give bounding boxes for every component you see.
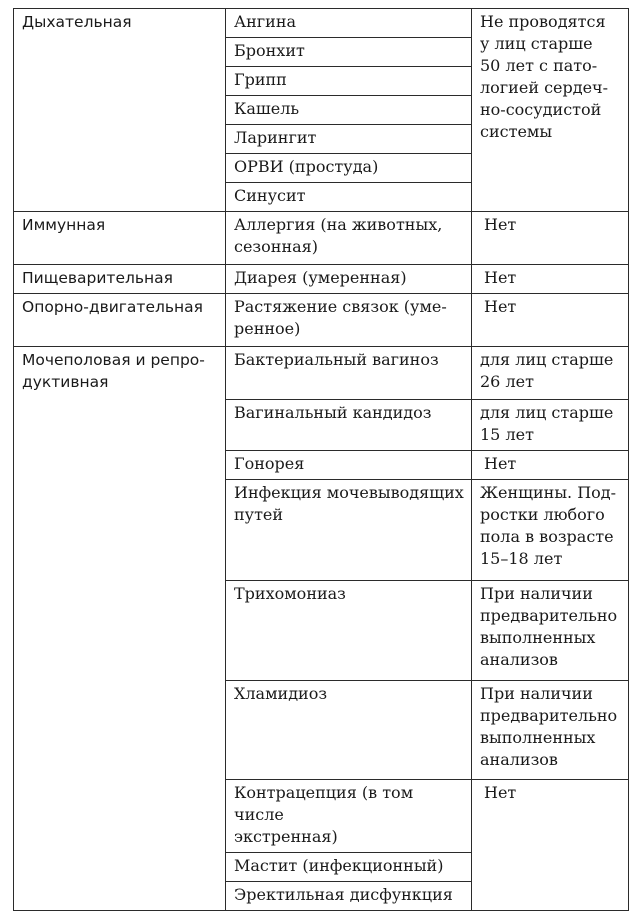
note-cell: Нет	[472, 780, 629, 911]
condition-cell: ОРВИ (простуда)	[226, 154, 472, 183]
note-cell: для лиц старше 26 лет	[472, 347, 629, 400]
condition-cell: Синусит	[226, 183, 472, 212]
table-row	[14, 294, 629, 347]
condition-cell: Растяжение связок (уме- ренное)	[226, 294, 472, 347]
note-cell: Женщины. Под- ростки любого пола в возрасте 15–18 лет	[472, 480, 629, 581]
note-cell: для лиц старше 15 лет	[472, 400, 629, 451]
condition-cell: Бактериальный вагиноз	[226, 347, 472, 400]
table-row	[14, 265, 629, 294]
note-cell: Нет	[472, 265, 629, 294]
condition-cell: Ларингит	[226, 125, 472, 154]
note-cell: При наличии предварительно выполненных анализов	[472, 681, 629, 780]
note-cell: Нет	[472, 294, 629, 347]
condition-cell: Диарея (умеренная)	[226, 265, 472, 294]
condition-cell: Бронхит	[226, 38, 472, 67]
system-cell: Пищеварительная	[14, 265, 226, 294]
condition-cell: Трихомониаз	[226, 581, 472, 681]
note-cell: Не проводятся у лиц старше 50 лет с пато- логией сердеч- но-сосудистой системы	[472, 9, 629, 212]
system-cell: Опорно-двигательная	[14, 294, 226, 347]
condition-cell: Ангина	[226, 9, 472, 38]
condition-cell: Грипп	[226, 67, 472, 96]
note-cell: Нет	[472, 212, 629, 265]
condition-cell: Гонорея	[226, 451, 472, 480]
condition-cell: Мастит (инфекционный)	[226, 853, 472, 882]
condition-cell: Вагинальный кандидоз	[226, 400, 472, 451]
conditions-table	[13, 8, 629, 911]
table-row	[14, 9, 629, 38]
note-cell: При наличии предварительно выполненных анализов	[472, 581, 629, 681]
condition-cell: Эректильная дисфункция	[226, 882, 472, 911]
condition-cell: Кашель	[226, 96, 472, 125]
table-row	[14, 212, 629, 265]
system-cell: Мочеполовая и репро- дуктивная	[14, 347, 226, 911]
note-cell: Нет	[472, 451, 629, 480]
condition-cell: Хламидиоз	[226, 681, 472, 780]
system-cell: Иммунная	[14, 212, 226, 265]
table-row	[14, 347, 629, 400]
condition-cell: Аллергия (на животных, сезонная)	[226, 212, 472, 265]
system-cell: Дыхательная	[14, 9, 226, 212]
condition-cell: Контрацепция (в том числе экстренная)	[226, 780, 472, 853]
condition-cell: Инфекция мочевыводящих путей	[226, 480, 472, 581]
